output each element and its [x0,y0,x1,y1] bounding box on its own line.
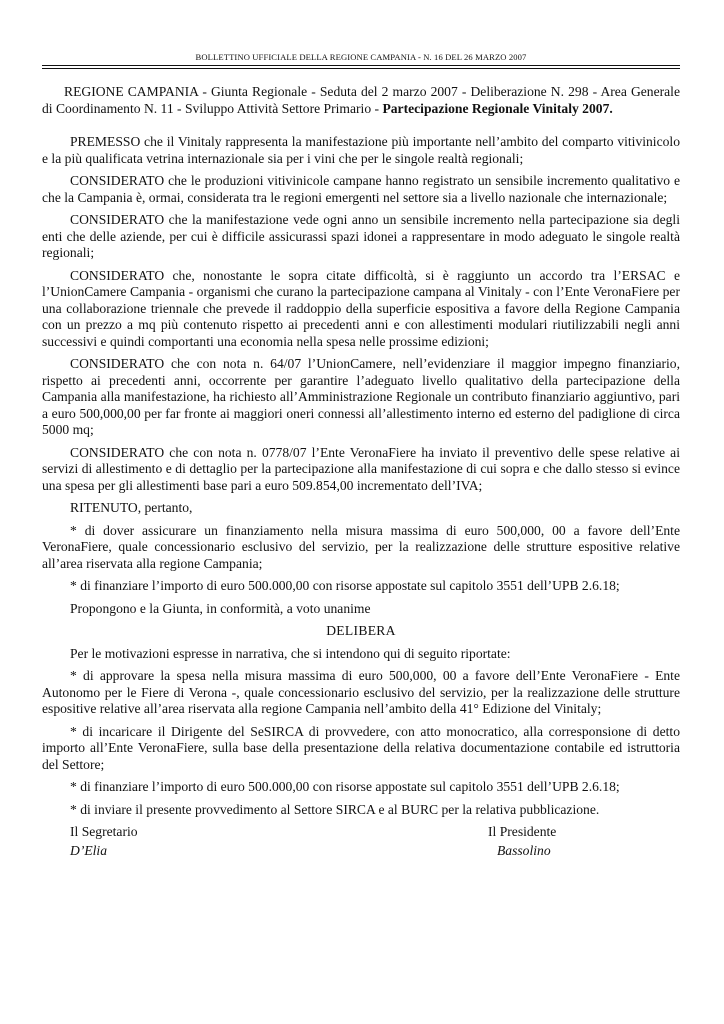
paragraph-delibera-item-3: * di finanziare l’importo di euro 500.000,00 con risorse appostate sul capitolo 3551 dell’UPB 2.6.18; [70,779,620,794]
paragraph-ritenuto: RITENUTO, pertanto, [70,500,193,515]
paragraph-ritenuto-item-2: * di finanziare l’importo di euro 500.000,00 con risorse appostate sul capitolo 3551 dell’UPB 2.6.18; [70,578,620,593]
paragraph-considerato-2: CONSIDERATO che la manifestazione vede ogni anno un sensibile incremento nella partecipazione sia degli enti che delle aziende, per cui è difficile assicurassi spazi idonei a rappresentare in modo adeguato le singole realtà regionali; [42,212,680,260]
secretary-name: D’Elia [70,843,107,858]
president-role: Il Presidente [488,824,557,839]
paragraph-ritenuto-item-1: * di dover assicurare un finanziamento nella misura massima di euro 500,000, 00 a favore dell’Ente VeronaFiere, quale concessionario esclusivo del servizio, per la realizzazione delle strutture espositive relative all’area riservata alla regione Campania; [42,522,680,571]
paragraph-considerato-3: CONSIDERATO che, nonostante le sopra citate difficoltà, si è raggiunto un accordo tra l’ERSAC e l’UnionCamere Campania - organismi che curano la partecipazione campana al Vinitaly - con l’Ente VeronaFiere per una collaborazione triennale che prevede il raddoppio della superficie espositiva a favore della Regione Campania con un prezzo a mq più contenuto rispetto ai precedenti anni e con allestimenti modulari riutilizzabili negli anni successivi e quindi comportanti una economia nella spesa nelle prossime edizioni; [42,267,680,349]
president-name: Bassolino [497,843,551,858]
paragraph-delibera-item-2: * di incaricare il Dirigente del SeSIRCA di provvedere, con atto monocratico, alla corresponsione di detto importo all’Ente VeronaFiere, sulla base della presentazione della relativa documentazione contabile ed istruttoria del Settore; [42,723,680,772]
deliberation-title [42,84,680,117]
secretary-role: Il Segretario [70,824,138,839]
signature-secretary [70,822,138,860]
paragraph-delibera-item-1: * di approvare la spesa nella misura massima di euro 500,000, 00 a favore dell’Ente VeronaFiere - Ente Autonomo per le Fiere di Verona -, quale concessionario esclusivo del servizio, per la realizzazione delle strutture espositive relative all’area riservata alla regione Campania nell’ambito della 41° Edizione del Vinitaly; [42,668,680,716]
title-subject: Partecipazione Regionale Vinitaly 2007. [382,100,613,116]
paragraph-premesso: PREMESSO che il Vinitaly rappresenta la manifestazione più importante nell’ambito del comparto vitivinicolo e la più qualificata vetrina internazionale sia per i vini che per le singole realtà regionali; [42,134,680,166]
paragraph-considerato-1: CONSIDERATO che le produzioni vitivinicole campane hanno registrato un sensibile incremento qualitativo e che la Campania è, ormai, considerata tra le regioni emergenti nel settore sia a livello nazionale che internazionale; [42,173,680,205]
paragraph-considerato-4: CONSIDERATO che con nota n. 64/07 l’UnionCamere, nell’evidenziare il maggior impegno finanziario, rispetto ai precedenti anni, occorrente per garantire l’adeguato livello qualitativo della partecipazione della Campania alla manifestazione, ha richiesto all’Amministrazione Regionale un contributo finanziario aggiuntivo, pari a euro 500,000,00 per far fronte ai maggiori oneri connessi all’allestimento interno ed esterno del padiglione di circa 5000 mq; [42,356,680,437]
title-text: REGIONE CAMPANIA - Giunta Regionale - Seduta del 2 marzo 2007 - Deliberazione N. 298 - Area Generale di Coordinamento N. 11 - Sviluppo Attività Settore Primario - [42,84,680,116]
running-header: BOLLETTINO UFFICIALE DELLA REGIONE CAMPANIA - N. 16 DEL 26 MARZO 2007 [195,52,527,62]
header-rule [42,65,680,66]
header-rule-thin [42,68,680,69]
document-body [42,84,680,824]
paragraph-propongono: Propongono e la Giunta, in conformità, a voto unanime [70,600,371,616]
delibera-heading: DELIBERA [326,623,396,638]
paragraph-motivazioni: Per le motivazioni espresse in narrativa, che si intendono qui di seguito riportate: [70,645,511,661]
signature-president [488,822,556,860]
paragraph-delibera-item-4: * di inviare il presente provvedimento al Settore SIRCA e al BURC per la relativa pubblicazione. [70,801,600,817]
paragraph-considerato-5: CONSIDERATO che con nota n. 0778/07 l’Ente VeronaFiere ha inviato il preventivo delle spese relative ai servizi di allestimento e di dettaglio per la partecipazione alla manifestazione di cui sopra e che dallo stesso si evince una spesa per gli allestimenti base pari a euro 509.854,00 incrementato dell’IVA; [42,444,680,493]
